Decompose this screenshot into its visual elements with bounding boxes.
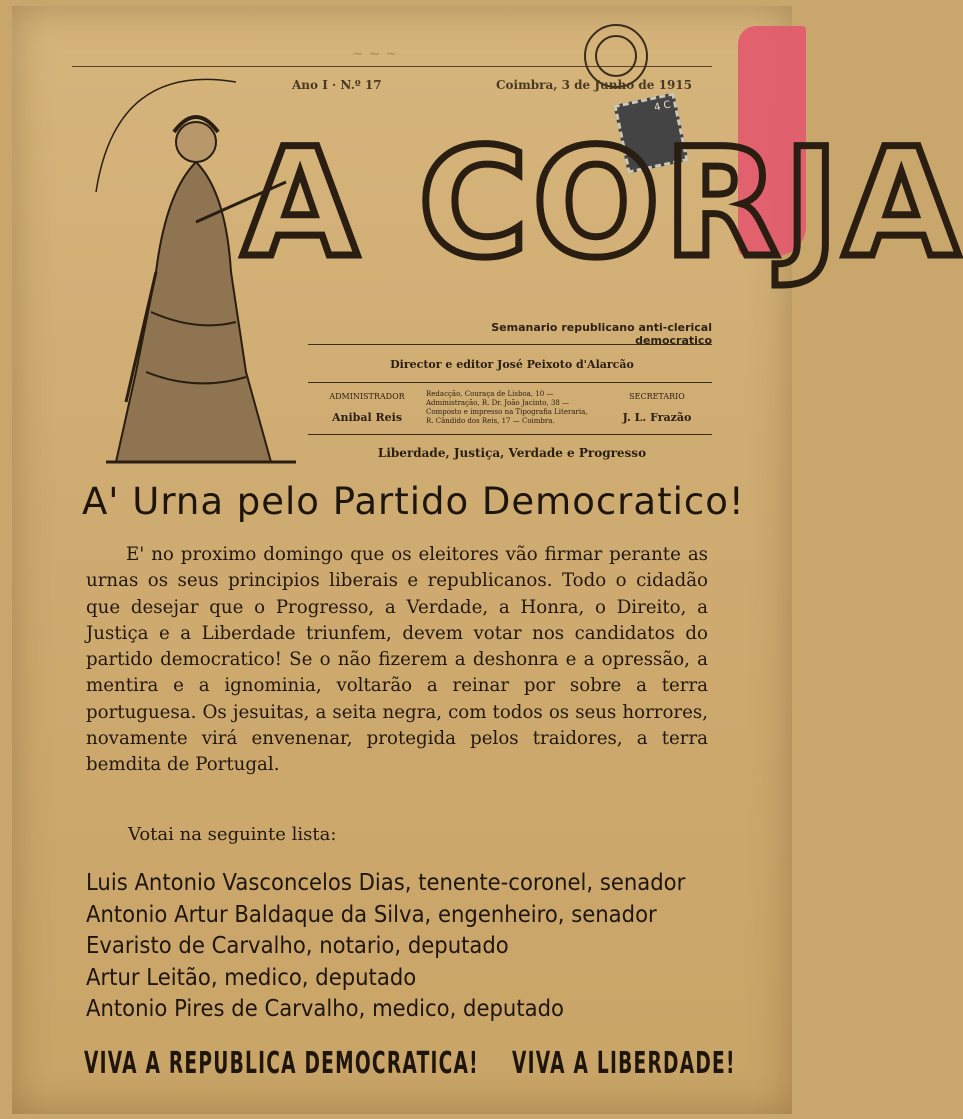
issue-date: Coimbra, 3 de Junho de 1915	[495, 78, 692, 92]
administrator-name: Anibal Reis	[331, 411, 403, 424]
director-line: Director e editor José Peixoto d'Alarcão	[390, 358, 634, 371]
slogan-liberty: VIVA A LIBERDADE!	[512, 1046, 736, 1081]
candidate-item: Antonio Pires de Carvalho, medico, deputado	[86, 996, 564, 1022]
masthead-logo	[232, 114, 963, 314]
bleed-through-text: ~ ~ ~	[352, 46, 397, 62]
postage-value: 4 C	[653, 99, 672, 114]
candidate-item: Luis Antonio Vasconcelos Dias, tenente-coronel, senador	[86, 870, 686, 896]
article-body-text: E' no proximo domingo que os eleitores vão firmar perante as urnas os seus principios liberais e republicanos. Todo o cidadão que desejar que o Progresso, a Verdade, a Honra, o Direito, a Justiça e a Liberdade triunfem, devem votar nos candidatos do partido democratico! Se o não fizerem a deshonra e a opressão, a mentira e a ignominia, voltarão a reinar por sobre a terra portuguesa. Os jesuitas, a seita negra, com todos os seus horrores, novamente virá envenenar, protegida pelos traidores, a terra bemdita de Portugal.	[86, 544, 708, 776]
administrator-label: ADMINISTRADOR	[329, 392, 405, 401]
secretary-label: SECRETARIO	[629, 392, 685, 401]
article-body	[86, 542, 708, 779]
slogan-republic: VIVA A REPUBLICA DEMOCRATICA!	[84, 1046, 479, 1081]
candidate-item: Evaristo de Carvalho, notario, deputado	[86, 933, 509, 959]
secretary-block	[602, 392, 712, 424]
rule	[308, 434, 712, 435]
candidate-list	[86, 868, 726, 1026]
masthead-subtitle: Semanario republicano anti-clerical democratico	[491, 321, 712, 347]
newspaper-page	[12, 6, 963, 1114]
issue-number: Ano I · N.º 17	[292, 78, 382, 92]
administrator-block	[302, 392, 432, 424]
masthead-motto: Liberdade, Justiça, Verdade e Progresso	[377, 446, 647, 460]
secretary-name: J. L. Frazão	[622, 411, 692, 424]
article-headline: A' Urna pelo Partido Democratico!	[82, 480, 745, 523]
issue-line	[292, 78, 692, 92]
list-intro: Votai na seguinte lista:	[128, 824, 337, 845]
candidate-item: Artur Leitão, medico, deputado	[86, 964, 417, 991]
candidate-item: Antonio Artur Baldaque da Silva, engenheiro, senador	[86, 901, 657, 928]
rule	[308, 344, 712, 345]
redaccao-address: Redacção, Couraça de Lisboa, 10 — Administração, R. Dr. João Jacinto, 38 — Composto e impresso na Tipografia Literaria, R. Cândido dos Reis, 17 — Coimbra.	[426, 390, 588, 425]
masthead-title: A CORJA	[242, 117, 963, 291]
rule	[308, 382, 712, 383]
